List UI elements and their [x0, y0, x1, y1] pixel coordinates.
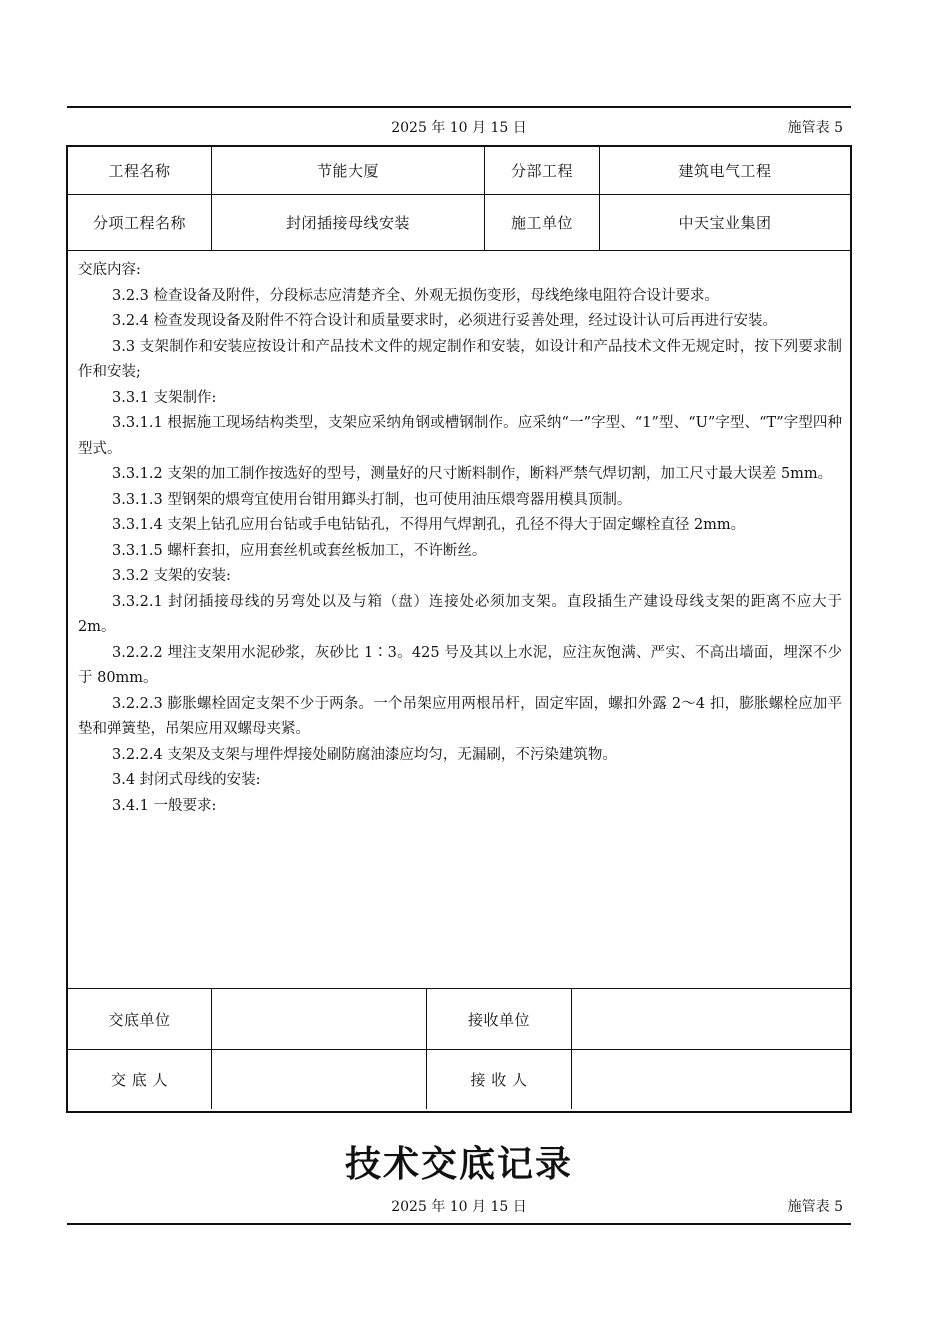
content-paragraph: 3.3 支架制作和安装应按设计和产品技术文件的规定制作和安装，如设计和产品技术文件无规定时，按下列要求制作和安装; [78, 338, 842, 380]
disclosure-content [78, 258, 842, 819]
division-label: 分部工程 [510, 162, 573, 180]
content-paragraph: 3.3.2.1 封闭插接母线的另弯处以及与箱（盘）连接处必须加支架。直段插生产建设母线支架的距离不应大于 2m。 [78, 593, 842, 635]
disclosure-form [66, 145, 852, 1113]
discloser-label: 交 底 人 [110, 1071, 169, 1089]
content-label: 交底内容: [78, 262, 141, 278]
content-paragraph: 3.3.1.5 螺杆套扣，应用套丝机或套丝板加工，不许断丝。 [112, 542, 487, 559]
header-date: 2025 年 10 月 15 日 [391, 120, 527, 136]
contractor-label: 施工单位 [510, 214, 573, 232]
content-paragraph: 3.3.1 支架制作: [112, 389, 217, 406]
document-title: 技术交底记录 [344, 1144, 573, 1185]
content-paragraph: 3.2.2.2 埋注支架用水泥砂浆，灰砂比 1∶3。425 号及其以上水泥，应注灰饱满、严实、不高出墙面，埋深不少于 80mm。 [78, 644, 842, 686]
division-value: 建筑电气工程 [678, 162, 772, 180]
receiver-field[interactable] [572, 1050, 850, 1109]
project-name-label: 工程名称 [108, 162, 171, 180]
content-paragraph: 3.3.1.4 支架上钻孔应用台钻或手电钻钻孔，不得用气焊割孔，孔径不得大于固定螺栓直径 2mm。 [112, 517, 746, 533]
content-paragraph: 3.4 封闭式母线的安装: [112, 772, 261, 788]
receiving-unit-label: 接收单位 [467, 1010, 530, 1029]
content-paragraph: 3.3.1.3 型钢架的煨弯宜使用台钳用鎯头打制，也可使用油压煨弯器用模具顶制。 [112, 491, 632, 508]
content-paragraph: 3.2.2.3 膨胀螺栓固定支架不少于两条。一个吊架应用两根吊杆，固定牢固，螺扣外露 2～4 扣，膨胀螺栓应加平垫和弹簧垫，吊架应用双螺母夹紧。 [78, 695, 842, 737]
second-form-number: 施管表 5 [787, 1199, 843, 1215]
content-paragraph: 3.2.3 检查设备及附件，分段标志应清楚齐全、外观无损伤变形，母线绝缘电阻符合设计要求。 [112, 287, 719, 304]
page-header [67, 117, 851, 137]
form-number: 施管表 5 [787, 120, 843, 136]
subitem-value: 封闭插接母线安装 [285, 214, 410, 232]
disclosing-unit-field[interactable] [212, 989, 426, 1049]
row-divider [68, 250, 850, 251]
second-page-header [67, 1196, 851, 1216]
content-paragraph: 3.3.2 支架的安装: [112, 568, 231, 584]
contractor-value: 中天宝业集团 [678, 214, 772, 232]
second-header-date: 2025 年 10 月 15 日 [391, 1199, 527, 1215]
project-name-value: 节能大厦 [316, 162, 379, 180]
receiving-unit-field[interactable] [572, 989, 850, 1049]
content-paragraph: 3.2.2.4 支架及支架与埋件焊接处刷防腐油漆应均匀，无漏刷，不污染建筑物。 [112, 746, 617, 763]
content-paragraph: 3.2.4 检查发现设备及附件不符合设计和质量要求时，必须进行妥善处理，经过设计认可后再进行安装。 [112, 313, 777, 329]
top-rule [67, 106, 851, 108]
content-paragraph: 3.3.1.2 支架的加工制作按选好的型号，测量好的尺寸断料制作，断料严禁气焊切割，加工尺寸最大误差 5mm。 [112, 466, 833, 482]
content-paragraph: 3.4.1 一般要求: [112, 797, 217, 814]
disclosing-unit-label: 交底单位 [108, 1010, 171, 1029]
receiver-label: 接 收 人 [470, 1071, 528, 1089]
content-paragraph: 3.3.1.1 根据施工现场结构类型，支架应采纳角钢或槽钢制作。应采纳“一”字型、“1”型、“U”字型、“T”字型四种型式。 [78, 415, 842, 457]
bottom-rule [67, 1223, 851, 1225]
subitem-label: 分项工程名称 [92, 214, 186, 232]
discloser-field[interactable] [212, 1050, 426, 1109]
